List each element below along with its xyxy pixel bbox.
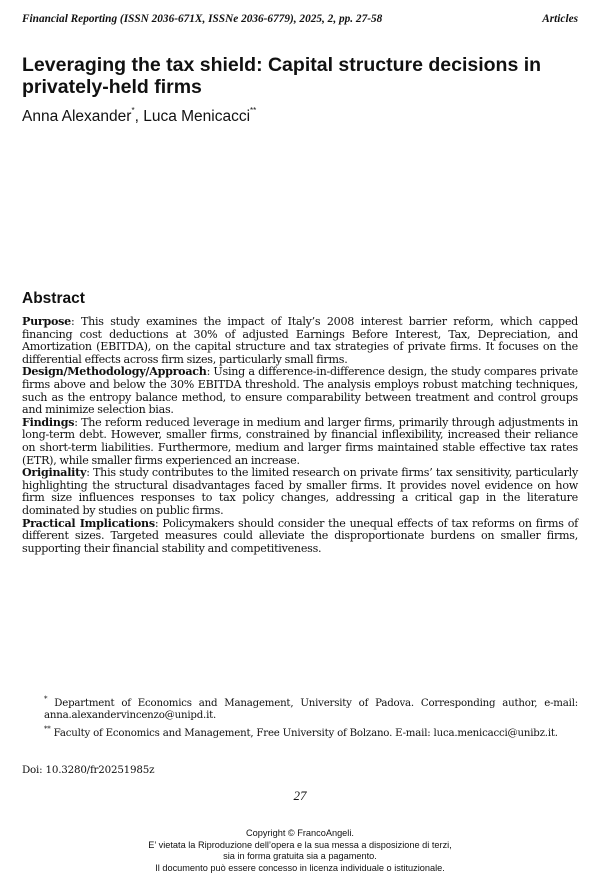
- copyright-notice: [0, 828, 600, 874]
- section-text: : The reform reduced leverage in medium and larger firms, primarily through adjustments in long-term debt. However, smaller firms, constrained by financial inflexibility, increased their reliance on short-term liabilities. Furthermore, medium and larger firms maintained stable effective tax rates (ETR), while smaller firms experienced an increase.: [22, 415, 578, 467]
- abstract-body: [22, 316, 578, 555]
- section-text: : Policymakers should consider the unequal effects of tax reforms on firms of different sizes. Targeted measures could alleviate the disproportionate burdens on smaller firms, supporting their financial stability and competitiveness.: [22, 516, 578, 555]
- footnote-marker[interactable]: *: [131, 106, 135, 115]
- section-label: Practical Implications: [22, 516, 155, 530]
- page-number: 27: [293, 788, 307, 803]
- footnotes: [22, 693, 578, 740]
- copyright-line: Il documento può essere concesso in licenza individuale o istituzionale.: [155, 862, 445, 873]
- abstract-section-originality: [22, 467, 578, 517]
- footnote: [22, 693, 578, 723]
- abstract-section-findings: [22, 417, 578, 467]
- footnote: [22, 723, 578, 740]
- footnote-marker[interactable]: **: [250, 106, 257, 115]
- journal-citation: Financial Reporting (ISSN 2036-671X, ISSNe 2036-6779), 2025, 2, pp. 27-58: [22, 13, 383, 25]
- section-label: Articles: [542, 13, 578, 25]
- author-name: Anna Alexander: [22, 108, 132, 125]
- section-text: : This study contributes to the limited research on private firms’ tax sensitivity, particularly highlighting the structural disadvantages faced by smaller firms. It provides novel evidence on how firm size influences responses to tax policy changes, addressing a critical gap in the literature dominated by studies on public firms.: [22, 466, 578, 517]
- copyright-line: sia in forma gratuita sia a pagamento.: [223, 851, 377, 862]
- section-label: Design/Methodology/Approach: [22, 365, 207, 379]
- copyright-line: E’ vietata la Riproduzione dell’opera e la sua messa a disposizione di terzi,: [148, 839, 452, 850]
- section-text: : Using a difference-in-difference design, the study compares private firms above and below the 30% EBITDA threshold. The analysis employs robust matching techniques, such as the entropy balance method, to ensure comparability between treatment and control groups and minimize selection bias.: [22, 365, 578, 417]
- author-line: [22, 106, 256, 126]
- section-label: Purpose: [22, 315, 71, 328]
- doi[interactable]: Doi: 10.3280/fr20251985z: [22, 764, 155, 776]
- article-title: Leveraging the tax shield: Capital structure decisions in privately-held firms: [22, 54, 542, 98]
- footnote-text: Department of Economics and Management, University of Padova. Corresponding author, e-mail: anna.alexandervincenzo@unipd.it.: [44, 698, 578, 722]
- abstract-section-implications: [22, 518, 578, 556]
- author-separator: ,: [134, 108, 144, 125]
- footnote-text: Faculty of Economics and Management, Free University of Bolzano. E-mail: luca.menicacci@unibz.it.: [50, 727, 558, 739]
- author-name: Luca Menicacci: [143, 108, 251, 125]
- footnote-marker: *: [44, 695, 48, 703]
- section-text: : This study examines the impact of Italy’s 2008 interest barrier reform, which capped financing cost deductions at 30% of adjusted Earnings Before Interest, Tax, Depreciation, and Amortization (EBITDA), on the capital structure and tax strategies of private firms. It focuses on the differential effects across firm sizes, particularly small firms.: [22, 315, 578, 366]
- abstract-heading: Abstract: [22, 290, 85, 307]
- running-header: [22, 13, 578, 25]
- abstract-section-purpose: [22, 316, 578, 366]
- section-label: Findings: [22, 415, 75, 429]
- abstract-section-design: [22, 366, 578, 416]
- footnote-marker: **: [44, 724, 51, 733]
- section-label: Originality: [22, 466, 87, 480]
- copyright-line: Copyright © FrancoAngeli.: [246, 828, 354, 838]
